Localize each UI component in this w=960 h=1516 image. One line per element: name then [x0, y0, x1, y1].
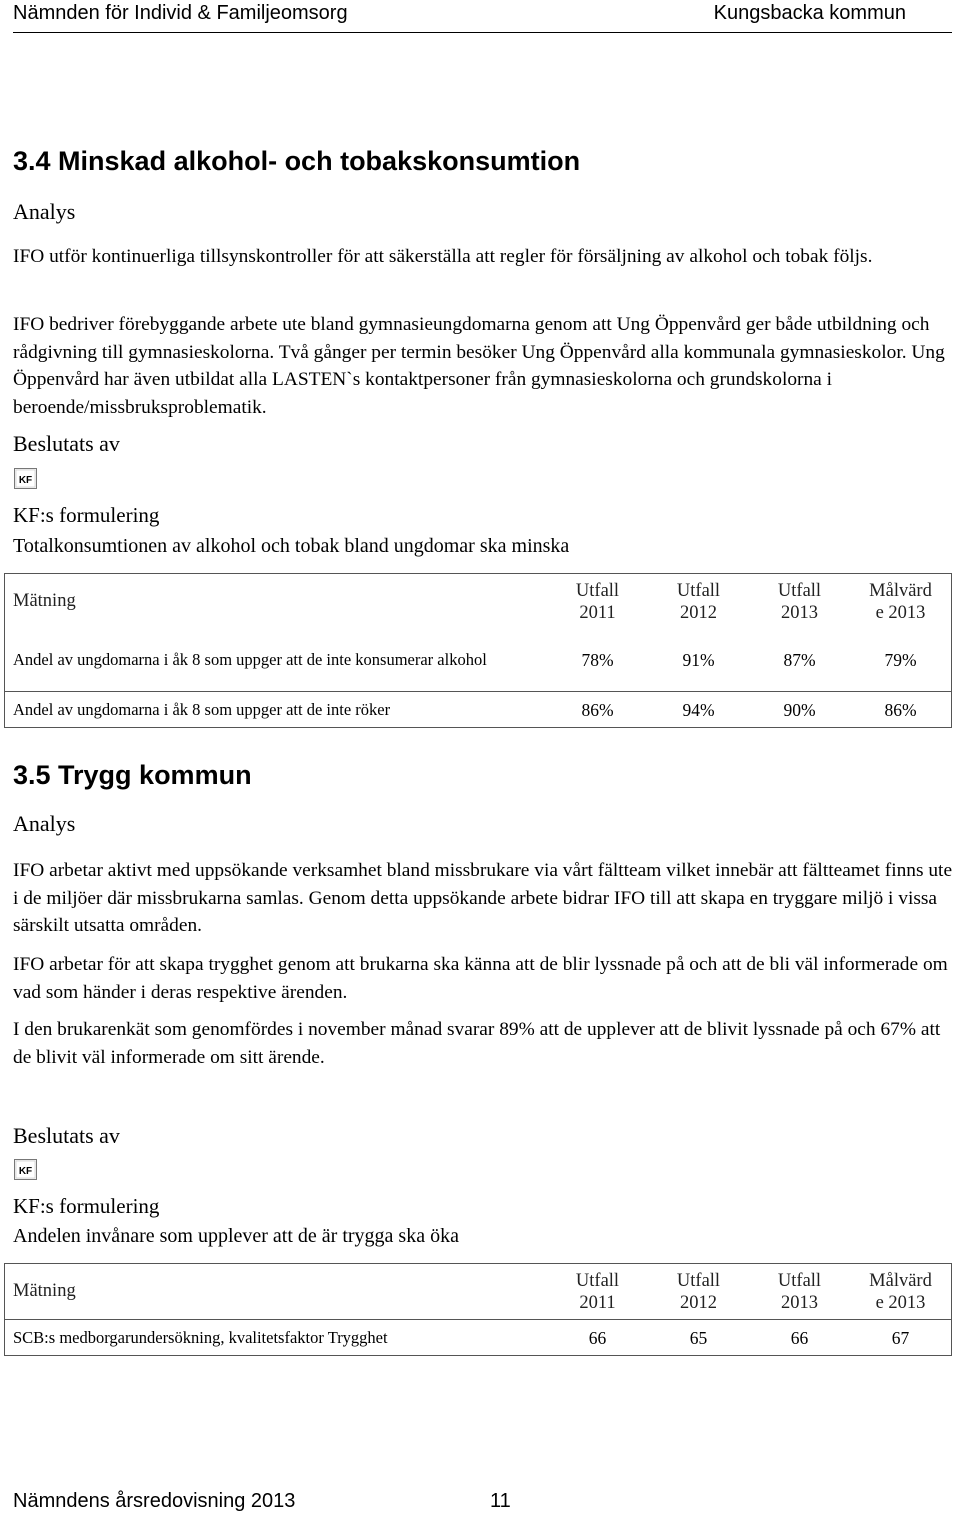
cell-value: 86%	[547, 692, 648, 728]
table-row	[5, 1320, 952, 1356]
paragraph: I den brukarenkät som genomfördes i november månad svarar 89% att de upplever att de blivit lyssnade på och 67% att de blivit väl informerade om sitt ärende.	[13, 1019, 941, 1068]
cell-value: 87%	[783, 650, 816, 671]
analys-heading: Analys	[13, 811, 76, 836]
col-header-matning: Mätning	[5, 1264, 548, 1320]
kf-icon-text: KF	[18, 1166, 33, 1177]
table-row	[5, 630, 952, 692]
col-header-utfall-2012: Utfall 2012	[648, 574, 749, 630]
cell-value: 94%	[648, 692, 749, 728]
table-header-row	[5, 1264, 952, 1320]
header-org-name: Nämnden för Individ & Familjeomsorg	[13, 2, 348, 24]
kf-icon	[14, 468, 37, 489]
measurement-table	[4, 1263, 952, 1356]
cell-value: 66	[547, 1320, 648, 1356]
col-header-utfall-2011: Utfall 2011	[547, 1264, 648, 1320]
paragraph: IFO arbetar aktivt med uppsökande verksamhet bland missbrukare via vårt fältteam vilket innebär att fältteamet finns ute i de miljöer där missbrukarna samlas. Genom detta uppsökande arbete bidrar IFO till att skapa en tryggare miljö i vissa särskilt utsatta områden.	[13, 860, 953, 936]
table-row	[5, 692, 952, 728]
kf-icon-text: KF	[18, 475, 33, 486]
analys-heading: Analys	[13, 199, 76, 224]
kf-formulering-label: KF:s formulering	[13, 503, 160, 527]
cell-value: 65	[648, 1320, 749, 1356]
cell-value: 90%	[749, 692, 850, 728]
paragraph: IFO bedriver förebyggande arbete ute bland gymnasieungdomarna genom att Ung Öppenvård ger både utbildning och rådgivning till gymnasieskolorna. Två gånger per termin besöker Ung Öppenvård alla kommunala gymnasieskolor. Ung Öppenvård har även utbildat alla LASTEN`s kontaktpersoner från gymnasieskolorna och grundskolorna i beroende/missbruksproblematik.	[13, 314, 945, 418]
kf-formulering-label: KF:s formulering	[13, 1194, 160, 1218]
row-label: SCB:s medborgarundersökning, kvalitetsfaktor Trygghet	[5, 1320, 548, 1356]
col-header-utfall-2013: Utfall 2013	[749, 574, 850, 630]
page-number: 11	[490, 1490, 511, 1512]
kf-formulering-text: Andelen invånare som upplever att de är trygga ska öka	[13, 1225, 459, 1247]
row-label: Andel av ungdomarna i åk 8 som uppger att de inte konsumerar alkohol	[5, 630, 548, 692]
beslutats-av-label: Beslutats av	[13, 431, 120, 456]
cell-value: 91%	[682, 650, 715, 671]
paragraph: IFO arbetar för att skapa trygghet genom att brukarna ska känna att de blir lyssnade på och att de bli väl informerade om vad som händer i deras respektive ärenden.	[13, 954, 948, 1003]
header-municipality: Kungsbacka kommun	[713, 2, 906, 24]
beslutats-av-label: Beslutats av	[13, 1123, 120, 1148]
table-header-row	[5, 574, 952, 630]
cell-value: 67	[850, 1320, 952, 1356]
row-label: Andel av ungdomarna i åk 8 som uppger att de inte röker	[5, 692, 548, 728]
col-header-matning: Mätning	[5, 574, 548, 630]
col-header-malvarde-2013: Målvärd e 2013	[850, 574, 952, 630]
paragraph: IFO utför kontinuerliga tillsynskontroller för att säkerställa att regler för försäljning av alkohol och tobak följs.	[13, 246, 873, 267]
cell-value: 78%	[581, 650, 614, 671]
cell-value: 66	[749, 1320, 850, 1356]
kf-icon	[14, 1159, 37, 1180]
kf-formulering-text: Totalkonsumtionen av alkohol och tobak bland ungdomar ska minska	[13, 535, 570, 557]
header-rule	[13, 32, 952, 33]
cell-value: 86%	[850, 692, 952, 728]
measurement-table	[4, 573, 952, 728]
cell-value: 79%	[850, 630, 952, 692]
footer-title: Nämndens årsredovisning 2013	[13, 1490, 296, 1512]
page-header	[0, 0, 960, 34]
section-title-3-5: 3.5 Trygg kommun	[13, 760, 252, 790]
col-header-utfall-2012: Utfall 2012	[648, 1264, 749, 1320]
col-header-malvarde-2013: Målvärd e 2013	[850, 1264, 952, 1320]
section-title-3-4: 3.4 Minskad alkohol- och tobakskonsumtion	[13, 146, 581, 176]
col-header-utfall-2011: Utfall 2011	[547, 574, 648, 630]
col-header-utfall-2013: Utfall 2013	[749, 1264, 850, 1320]
